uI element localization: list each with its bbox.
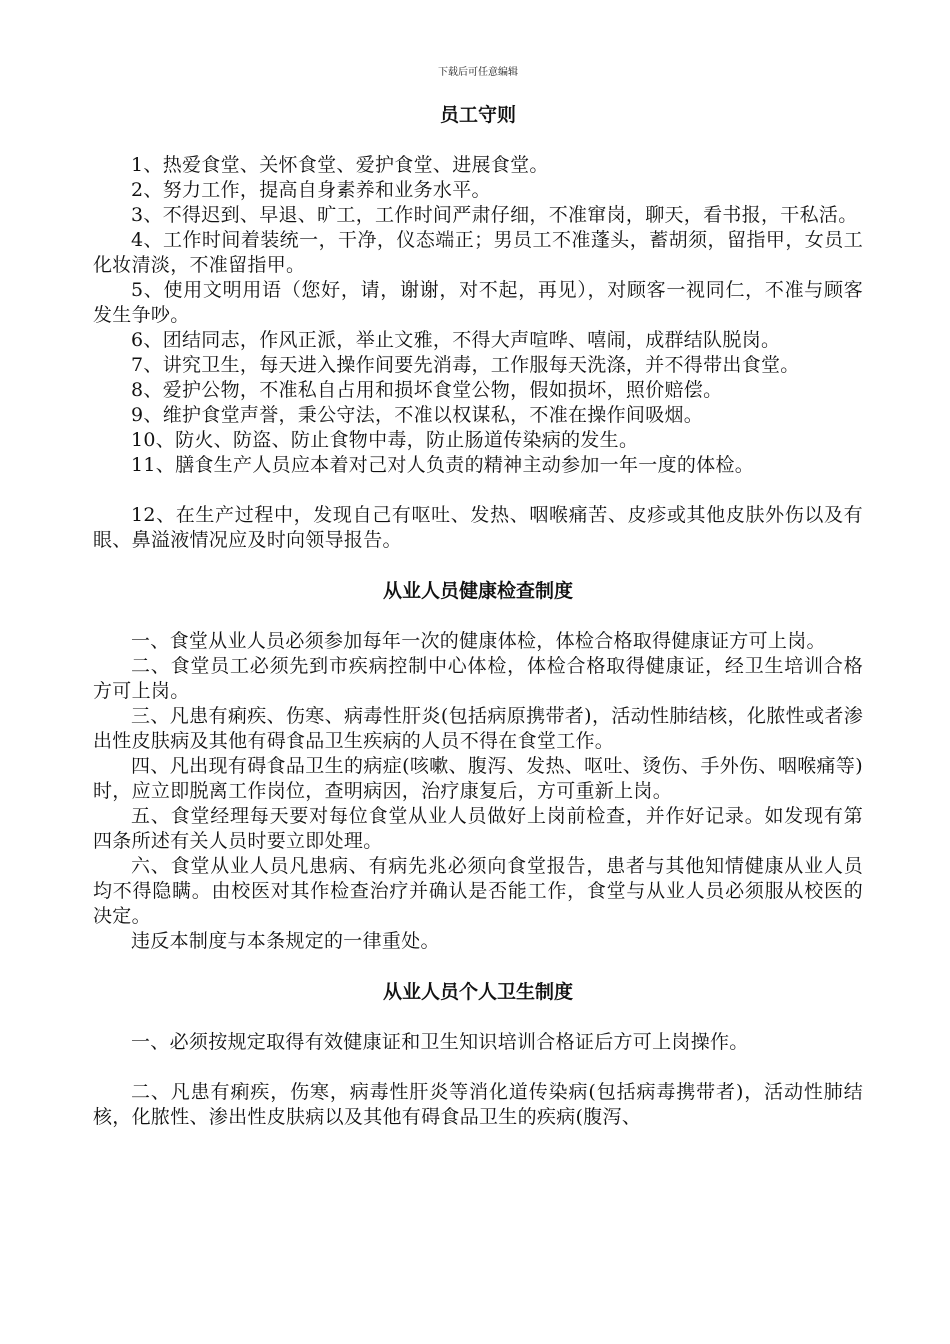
paragraph: 二、凡患有痢疾，伤寒，病毒性肝炎等消化道传染病(包括病毒携带者)，活动性肺结核，化脓性、渗出性皮肤病以及其他有碍食品卫生的疾病(腹泻、	[93, 1081, 863, 1128]
paragraph: 10、防火、防盗、防止食物中毒，防止肠道传染病的发生。	[131, 429, 639, 451]
paragraph: 12、在生产过程中，发现自己有呕吐、发热、咽喉痛苦、皮疹或其他皮肤外伤以及有眼、鼻溢液情况应及时向领导报告。	[93, 504, 863, 551]
paragraph: 5、使用文明用语（您好，请，谢谢，对不起，再见），对顾客一视同仁，不准与顾客发生争吵。	[93, 279, 863, 326]
paragraph: 违反本制度与本条规定的一律重处。	[131, 930, 440, 952]
section-title-health-check: 从业人员健康检查制度	[382, 580, 573, 602]
document-page	[93, 66, 863, 1130]
section-title-employee-rules: 员工守则	[439, 104, 516, 126]
section-title-personal-hygiene: 从业人员个人卫生制度	[382, 981, 573, 1003]
paragraph: 2、努力工作，提高自身素养和业务水平。	[131, 179, 491, 201]
paragraph: 4、工作时间着装统一，干净，仪态端正；男员工不准蓬头，蓄胡须，留指甲，女员工化妆清淡，不准留指甲。	[93, 229, 863, 276]
paragraph: 五、食堂经理每天要对每位食堂从业人员做好上岗前检查，并作好记录。如发现有第四条所述有关人员时要立即处理。	[93, 805, 863, 852]
paragraph: 11、膳食生产人员应本着对己对人负责的精神主动参加一年一度的体检。	[131, 454, 755, 476]
paragraph: 六、食堂从业人员凡患病、有病先兆必须向食堂报告，患者与其他知情健康从业人员均不得隐瞒。由校医对其作检查治疗并确认是否能工作，食堂与从业人员必须服从校医的决定。	[93, 855, 863, 927]
paragraph: 一、食堂从业人员必须参加每年一次的健康体检，体检合格取得健康证方可上岗。	[131, 630, 826, 652]
paragraph: 8、爱护公物，不准私自占用和损坏食堂公物，假如损坏，照价赔偿。	[131, 379, 723, 401]
paragraph: 6、团结同志，作风正派，举止文雅，不得大声喧哗、嘻闹，成群结队脱岗。	[131, 329, 781, 351]
paragraph: 1、热爱食堂、关怀食堂、爱护食堂、进展食堂。	[131, 154, 549, 176]
header-note: 下载后可任意编辑	[438, 67, 518, 78]
paragraph: 三、凡患有痢疾、伤寒、病毒性肝炎(包括病原携带者)，活动性肺结核，化脓性或者渗出性皮肤病及其他有碍食品卫生疾病的人员不得在食堂工作。	[93, 705, 863, 752]
paragraph: 3、不得迟到、早退、旷工，工作时间严肃仔细，不准窜岗，聊天，看书报，干私活。	[131, 204, 858, 226]
paragraph: 7、讲究卫生，每天进入操作间要先消毒，工作服每天洗涤，并不得带出食堂。	[131, 354, 800, 376]
paragraph: 二、食堂员工必须先到市疾病控制中心体检，体检合格取得健康证，经卫生培训合格方可上岗。	[93, 655, 863, 702]
paragraph: 9、维护食堂声誉，秉公守法，不准以权谋私，不准在操作间吸烟。	[131, 404, 704, 426]
paragraph: 四、凡出现有碍食品卫生的病症(咳嗽、腹泻、发热、呕吐、烫伤、手外伤、咽喉痛等)时，应立即脱离工作岗位，查明病因，治疗康复后，方可重新上岗。	[93, 755, 863, 802]
paragraph: 一、必须按规定取得有效健康证和卫生知识培训合格证后方可上岗操作。	[131, 1031, 749, 1053]
